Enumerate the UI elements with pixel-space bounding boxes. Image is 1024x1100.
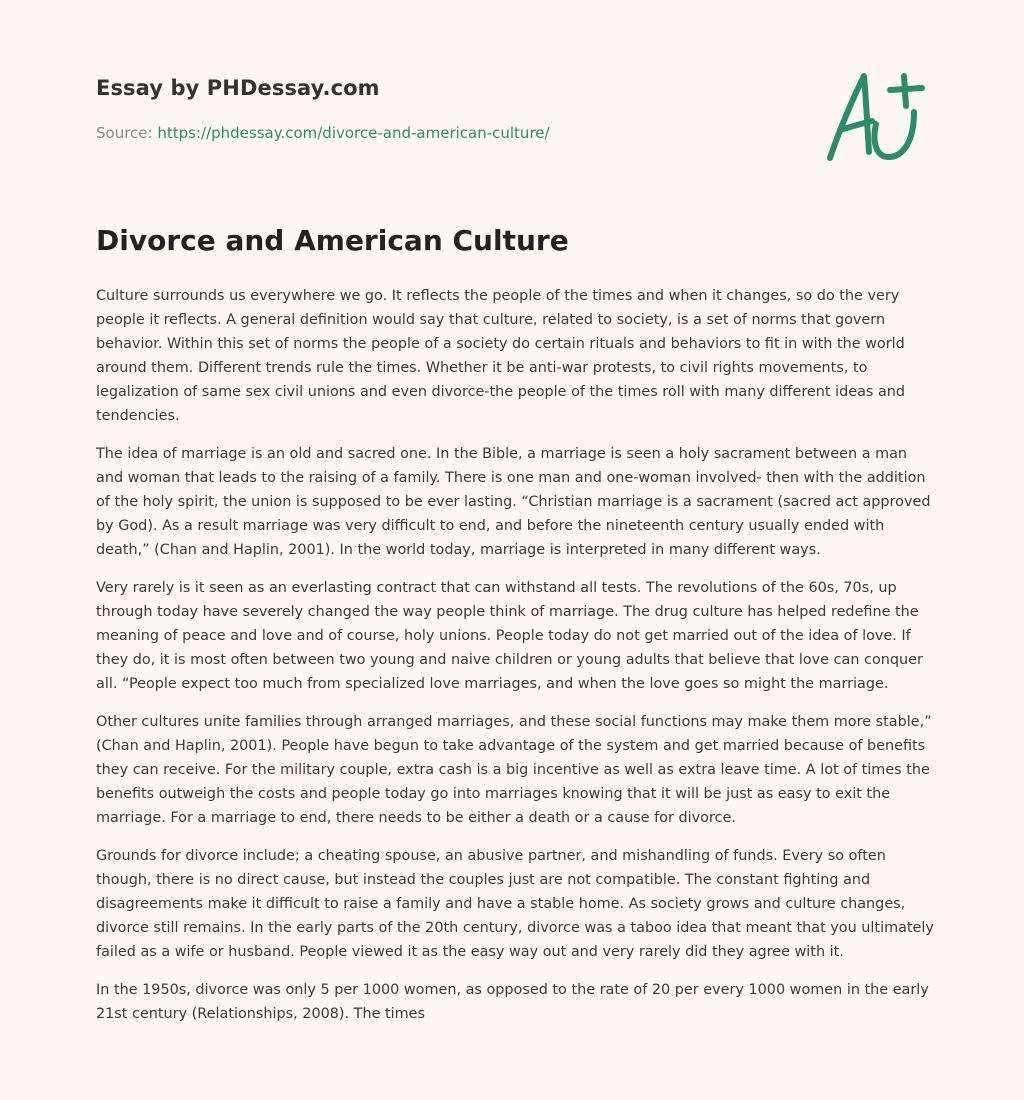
paragraph: The idea of marriage is an old and sacred one. In the Bible, a marriage is seen a holy sacrament between a man and woman that leads to the raising of a family. There is one man and one-woman involved- then with the addition of the holy spirit, the union is supposed to be ever lasting. “Christian marriage is a sacrament (sacred act approved by God). As a result marriage was very difficult to end, and before the nineteenth century usually ended with death,” (Chan and Haplin, 2001). In the world today, marriage is interpreted in many different ways. [96, 446, 931, 558]
paragraph: In the 1950s, divorce was only 5 per 1000 women, as opposed to the rate of 20 per every 1000 women in the early 21st century (Relationships, 2008). The times [96, 982, 929, 1022]
a-plus-grade-logo-icon [820, 66, 930, 166]
paragraph: Grounds for divorce include; a cheating spouse, an abusive partner, and mishandling of funds. Every so often though, there is no direct cause, but instead the couples just are not compatible. The constant fighting and disagreements make it difficult to raise a family and have a stable home. As society grows and culture changes, divorce still remains. In the early parts of the 20th century, divorce was a taboo idea that meant that you ultimately failed as a wife or husband. People viewed it as the easy way out and very rarely did they agree with it. [96, 848, 934, 960]
paragraph: Culture surrounds us everywhere we go. It reflects the people of the times and when it changes, so do the very people it reflects. A general definition would say that culture, related to society, is a set of norms that govern behavior. Within this set of norms the people of a society do certain rituals and behaviors to fit in with the world around them. Different trends rule the times. Whether it be anti-war protests, to civil rights movements, to legalization of same sex civil unions and even divorce-the people of the times roll with many different ideas and tendencies. [96, 288, 906, 424]
source-label: Source: [96, 124, 158, 142]
paragraph: Very rarely is it seen as an everlasting contract that can withstand all tests. The revolutions of the 60s, 70s, up through today have severely changed the way people think of marriage. The drug culture has helped redefine the meaning of peace and love and of course, holy unions. People today do not get married out of the idea of love. If they do, it is most often between two young and naive children or young adults that believe that love can conquer all. “People expect too much from specialized love marriages, and when the love goes so might the marriage. [96, 580, 923, 692]
article-body [96, 284, 936, 1040]
source-link[interactable]: https://phdessay.com/divorce-and-american-culture/ [157, 124, 550, 142]
paragraph: Other cultures unite families through arranged marriages, and these social functions may make them more stable,” (Chan and Haplin, 2001). People have begun to take advantage of the system and get married because of benefits they can receive. For the military couple, extra cash is a big incentive as well as extra leave time. A lot of times the benefits outweigh the costs and people today go into marriages knowing that it will be just as easy to exit the marriage. For a marriage to end, there needs to be either a death or a cause for divorce. [96, 714, 932, 826]
source-line [96, 124, 550, 142]
site-brand: Essay by PHDessay.com [96, 76, 380, 100]
article-title: Divorce and American Culture [96, 224, 569, 257]
